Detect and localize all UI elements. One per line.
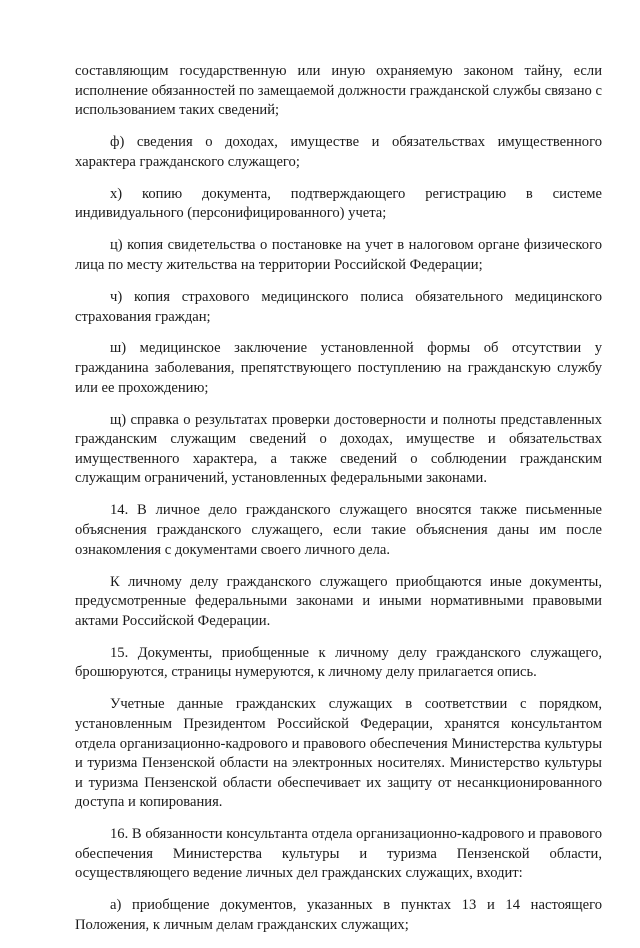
paragraph-item-ch: ч) копия страхового медицинского полиса обязательного медицинского страхования граждан; (75, 288, 602, 325)
paragraph-clause-15-records: Учетные данные гражданских служащих в соответствии с порядком, установленным Президентом Российской Федерации, хранятся консультантом отдела организационно-кадрового и правового обеспечения Министерства культуры и туризма Пензенской области на электронных носителях. Министерство культуры и туризма Пензенской области обеспечивает их защиту от несанкционированного доступа и копирования. (75, 696, 602, 811)
paragraph-clause-15: 15. Документы, приобщенные к личному делу гражданского служащего, брошюруются, страницы нумеруются, к личному делу прилагается опись. (75, 644, 602, 681)
document-page (75, 62, 602, 948)
paragraph-clause-14: 14. В личное дело гражданского служащего вносятся также письменные объяснения гражданского служащего, если такие объяснения даны им после ознакомления с документами своего личного дела. (75, 502, 602, 558)
paragraph-continuation: составляющим государственную или иную охраняемую законом тайну, если исполнение обязанностей по замещаемой должности гражданской службы связано с использованием таких сведений; (75, 63, 602, 119)
paragraph-item-sh: ш) медицинское заключение установленной формы об отсутствии у гражданина заболевания, препятствующего поступлению на гражданскую службу или ее прохождению; (75, 340, 602, 396)
paragraph-item-f: ф) сведения о доходах, имуществе и обязательствах имущественного характера гражданского служащего; (75, 134, 602, 170)
paragraph-item-shch: щ) справка о результатах проверки достоверности и полноты представленных гражданским служащим сведений о доходах, имуществе и обязательствах имущественного характера, а также сведений о соблюдении гражданским служащим ограничений, установленных федеральными законами. (75, 411, 602, 487)
paragraph-clause-14-additional: К личному делу гражданского служащего приобщаются иные документы, предусмотренные федеральными законами и иными нормативными правовыми актами Российской Федерации. (75, 573, 602, 629)
paragraph-item-ts: ц) копия свидетельства о постановке на учет в налоговом органе физического лица по месту жительства на территории Российской Федерации; (75, 237, 602, 273)
paragraph-clause-16-item-a: а) приобщение документов, указанных в пунктах 13 и 14 настоящего Положения, к личным делам гражданских служащих; (75, 897, 602, 934)
paragraph-item-kh: х) копию документа, подтверждающего регистрацию в системе индивидуального (персонифицированного) учета; (75, 185, 602, 222)
paragraph-clause-16: 16. В обязанности консультанта отдела организационно-кадрового и правового обеспечения Министерства культуры и туризма Пензенской области, осуществляющего ведение личных дел гражданских служащих, входит: (75, 826, 602, 882)
